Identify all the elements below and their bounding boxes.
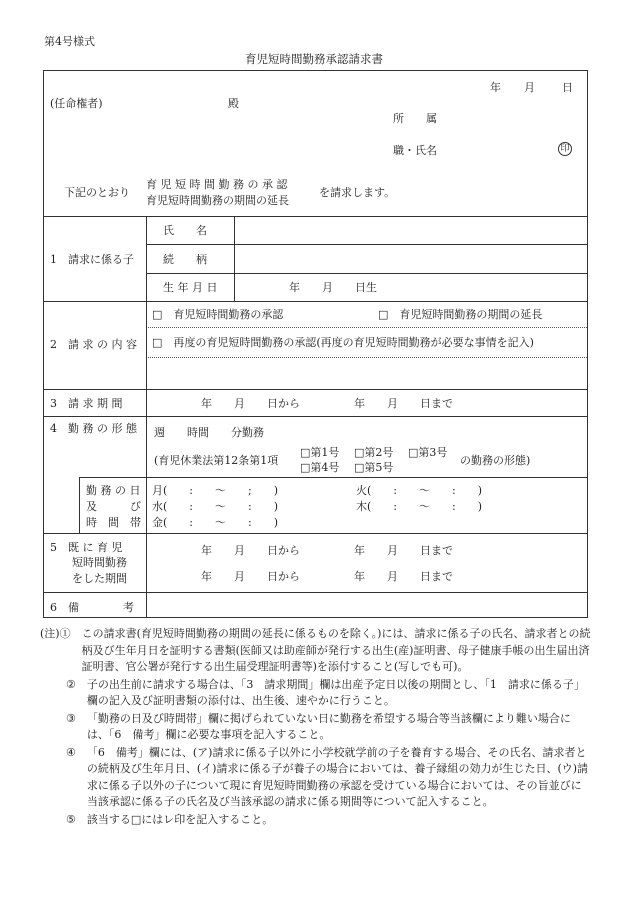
rule-sec3 [44,416,587,417]
rule-form-inner [79,477,587,478]
note-4-mark: ④ [66,745,87,759]
note-5-text: 該当する□にはレ印を記入すること。 [86,812,274,826]
law-prefix: (育児休業法第12条第1項 [154,454,279,467]
note-4 [40,745,592,811]
day-tuesday: 火( : 〜 : ) [356,484,482,497]
affiliation-label: 所 属 [393,112,437,125]
note-2-text: 子の出生前に請求する場合は、「3 請求期間」欄は出産予定日以後の期間とし、「1 請求に係る子」欄の記入及び証明書類の添付は、出生後、速やかに行うこと。 [86,677,585,707]
rule-sec4 [44,533,587,534]
law-item-1[interactable]: □第1号 [300,446,340,459]
child-name-label: 氏 名 [163,224,207,237]
previous-from-2: 年 月 日から [201,570,300,583]
request-option-extension: 育児短時間勤務の期間の延長 [146,194,289,207]
rule-child-name [146,244,587,245]
note-1 [40,626,592,676]
rule-header [44,216,587,217]
rule-sec1 [44,301,587,302]
sec5-label-2: 短時間勤務 [72,556,127,569]
rule-sec5 [44,592,587,593]
child-birth-label: 生 年 月 日 [163,281,218,294]
date-year-label: 年 [490,81,501,94]
note-2 [40,677,592,710]
dotted-content-2 [146,357,587,358]
content-option-reapproval[interactable]: □ 再度の育児短時間勤務の承認(再度の育児短時間勤務が必要な事情を記入) [152,336,534,349]
note-5 [40,812,592,829]
note-5-mark: ⑤ [66,812,87,826]
note-3-mark: ③ [66,711,87,725]
child-birth-value: 年 月 日生 [289,281,377,294]
date-month-label: 月 [524,81,535,94]
law-item-4[interactable]: □第4号 [300,461,340,474]
position-name-label: 職・氏名 [393,144,437,157]
note-3-text: 「勤務の日及び時間帯」欄に掲げられていない日に勤務を希望する場合等当該欄により難い場合には、「6 備考」欄に必要な事項を記入すること。 [86,711,571,741]
days-label-1: 勤 務 の 日 [86,484,141,497]
sec5-label-3: をした期間 [72,572,127,585]
law-suffix: の勤務の形態) [460,454,531,467]
day-friday: 金( : 〜 : ) [152,516,278,529]
honorific-label: 殿 [228,97,239,110]
request-prefix: 下記のとおり [64,186,130,199]
previous-to-2: 年 月 日まで [354,570,453,583]
sec1-label: 1 請求に係る子 [50,253,134,266]
previous-to: 年 月 日まで [354,544,453,557]
request-suffix: を請求します。 [319,186,396,199]
note-4-text: 「6 備考」欄には、(ア)請求に係る子以外に小学校就学前の子を養育する場合、その氏名、請求者との続柄及び生年月日、(イ)請求に係る子が養子の場合においては、養子縁組の効力が生じた日、(ウ)請求に係る子以外の子について現に育児短時間勤務の承認を受けている場合においては、その旨並びに当該承認に係る子の氏名及び当該承認の請求に係る期間等について記入すること。 [86,745,589,808]
appointer-label: (任命権者) [50,97,103,110]
note-3 [40,711,592,744]
days-sub-rule [79,477,80,533]
note-2-mark: ② [66,677,87,691]
content-option-approval[interactable]: □ 育児短時間勤務の承認 [152,308,284,321]
dotted-content [146,327,587,328]
period-from: 年 月 日から [201,397,300,410]
previous-from: 年 月 日から [201,544,300,557]
sec6-label: 6 備 考 [50,601,134,614]
sec3-label: 3 請 求 期 間 [50,397,123,410]
weekly-hours: 週 時間 分勤務 [154,426,264,439]
day-wednesday: 水( : 〜 : ) [152,500,278,513]
day-thursday: 木( : 〜 : ) [356,500,482,513]
seal-mark: 印 [558,142,572,156]
request-option-approval: 育 児 短 時 間 勤 務 の 承 認 [146,178,288,191]
day-monday: 月( : 〜 ; ) [152,484,278,497]
form-number-label: 第4号様式 [44,35,95,48]
child-relation-label: 続 柄 [163,253,207,266]
date-day-label: 日 [562,81,573,94]
sec2-label: 2 請 求 の 内 容 [50,338,137,351]
note-1-text: この請求書(育児短時間勤務の期間の延長に係るものを除く。)には、請求に係る子の氏名、請求者との続柄及び生年月日を証明する書類(医師又は助産師が発行する出生(産)証明書、母子健康手帳の出生届出済証明書、官公署が発行する出生届受理証明書等)を添付すること(写しでも可)。 [81,627,591,673]
law-item-2[interactable]: □第2号 [354,446,394,459]
law-item-5[interactable]: □第5号 [354,461,394,474]
note-1-mark: (注)① [40,627,82,640]
form-title: 育児短時間勤務承認請求書 [245,52,383,66]
content-option-extension[interactable]: □ 育児短時間勤務の期間の延長 [378,308,543,321]
days-label-3: 時 間 帯 [86,516,141,529]
rule-sec2 [44,389,587,390]
sec4-label: 4 勤 務 の 形 態 [50,422,137,435]
child-sub-rule [234,216,235,301]
request-form [43,70,588,618]
rule-child-relation [146,273,587,274]
period-to: 年 月 日まで [354,397,453,410]
days-label-2: 及 び [86,500,141,513]
label-column-rule [146,216,147,617]
law-item-3[interactable]: □第3号 [408,446,448,459]
sec5-label-1: 5 既 に 育 児 [50,541,123,554]
notes-block [40,626,592,829]
